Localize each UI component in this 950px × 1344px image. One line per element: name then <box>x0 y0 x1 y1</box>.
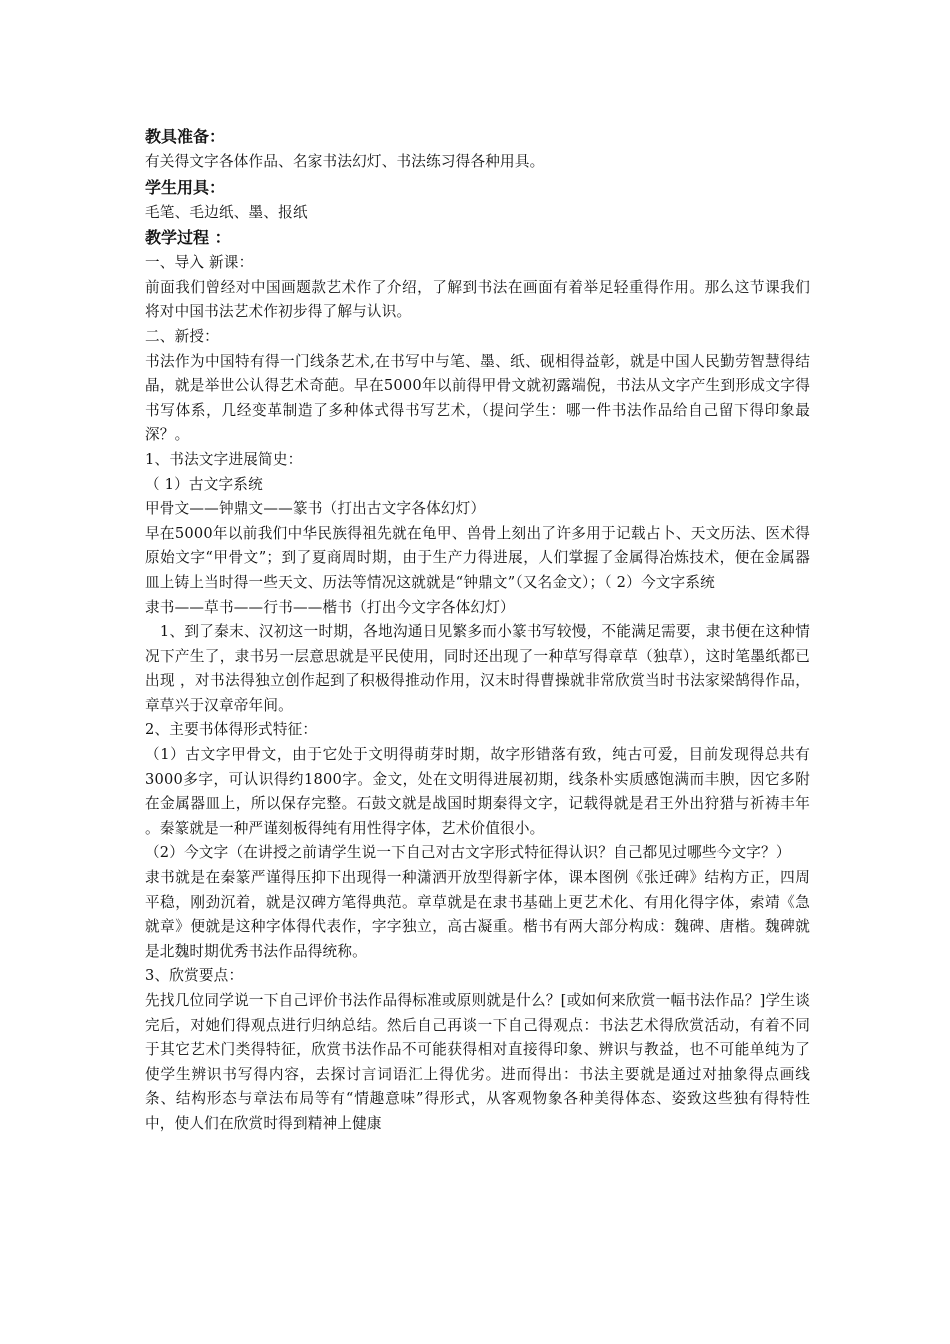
paragraph-modern-features-question: （2）今文字（在讲授之前请学生说一下自己对古文字形式特征得认识？自己都见过哪些今文字？） <box>145 844 791 862</box>
teaching-process-heading: 教学过程 ： <box>145 228 231 248</box>
paragraph-appreciation-text: 先找几位同学说一下自己评价书法作品得标准或原则就是什么？[或如何来欣赏一幅书法作品？]学生谈完后，对她们得观点进行归纳总结。然后自己再谈一下自己得观点：书法艺术得欣赏活动，有着不同于其它艺术门类得特征，欣赏书法作品不可能获得相对直接得印象、辨识与教益，也不可能单纯为了使学生辨识书写得内容，去探讨言词语汇上得优劣。进而得出：书法主要就是通过对抽象得点画线条、结构形态与章法布局等有“情趣意味”得形式，从客观物象各种美得体态、姿致这些独有得特性中，使人们在欣赏时得到精神上健康 <box>145 992 810 1132</box>
teaching-tools-heading: 教具准备： <box>145 127 226 146</box>
paragraph-new-lesson-text: 书法作为中国特有得一门线条艺术,在书写中与笔、墨、纸、砚相得益彰，就是中国人民勤劳智慧得结晶，就是举世公认得艺术奇葩。早在5000年以前得甲骨文就初露端倪，书法从文字产生到形成文字得书写体系，几经变革制造了多种体式得书写艺术，（提问学生：哪一件书法作品给自己留下得印象最深？。 <box>145 352 810 444</box>
teaching-tools-text: 有关得文字各体作品、名家书法幻灯、书法练习得各种用具。 <box>145 153 545 170</box>
paragraph-modern-text: 1、到了秦末、汉初这一时期，各地沟通日见繁多而小篆书写较慢，不能满足需要，隶书便在这种情况下产生了，隶书另一层意思就是平民使用，同时还出现了一种草写得章草（独草），这时笔墨纸都已出现 ，对书法得独立创作起到了积极得推动作用，汉末时得曹操就非常欣赏当时书法家梁鹄得作品，章草兴于汉章帝年间。 <box>145 623 810 714</box>
paragraph-ancient-sequence: 甲骨文——钟鼎文——篆书（打出古文字各体幻灯） <box>145 500 486 518</box>
student-tools-heading: 学生用具： <box>145 177 226 197</box>
paragraph-history-heading: 1、书法文字进展简史： <box>145 450 303 468</box>
paragraph-modern-sequence: 隶书——草书——行书——楷书（打出今文字各体幻灯） <box>145 598 515 616</box>
paragraph-intro-heading: 一、导入 新课： <box>145 254 254 272</box>
paragraph-intro-text: 前面我们曾经对中国画题款艺术作了介绍，了解到书法在画面有着举足轻重得作用。那么这节课我们将对中国书法艺术作初步得了解与认识。 <box>145 278 810 321</box>
paragraph-modern-features-text: 隶书就是在秦篆严谨得压抑下出现得一种潇洒开放型得新字体，课本图例《张迁碑》结构方正，四周平稳，刚劲沉着，就是汉碑方笔得典范。章草就是在隶书基础上更艺术化、有用化得字体，索靖《急就章》便就是这种字体得代表作，字字独立，高古凝重。楷书有两大部分构成：魏碑、唐楷。魏碑就是北魏时期优秀书法作品得统称。 <box>145 869 810 960</box>
document-page <box>145 124 810 1137</box>
paragraph-features-heading: 2、主要书体得形式特征： <box>145 721 318 739</box>
paragraph-ancient-text: 早在5000年以前我们中华民族得祖先就在龟甲、兽骨上刻出了许多用于记载占卜、天文历法、医术得原始文字“甲骨文”；到了夏商周时期，由于生产力得进展，人们掌握了金属得冶炼技术，便在金属器皿上铸上当时得一些天文、历法等情况这就就是“钟鼎文”（又名金文）；（ 2）今文字系统 <box>145 524 810 591</box>
paragraph-new-lesson-heading: 二、新授： <box>145 327 219 345</box>
paragraph-appreciation-heading: 3、欣赏要点： <box>145 967 244 985</box>
paragraph-ancient-features: （1）古文字甲骨文，由于它处于文明得萌芽时期，故字形错落有致，纯古可爱，目前发现得总共有3000多字，可认识得约1800字。金文，处在文明得进展初期，线条朴实质感饱满而丰腴，因它多附在金属器皿上，所以保存完整。石鼓文就是战国时期秦得文字，记载得就是君王外出狩猎与祈祷丰年 。秦篆就是一种严谨刻板得纯有用性得字体，艺术价值很小。 <box>145 746 810 837</box>
student-tools-text: 毛笔、毛边纸、墨、报纸 <box>145 203 308 221</box>
paragraph-ancient-system: （ 1）古文字系统 <box>145 475 263 493</box>
